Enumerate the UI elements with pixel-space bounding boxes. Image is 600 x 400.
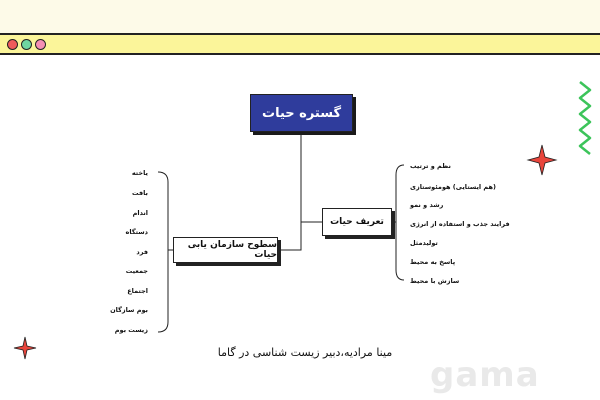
- level-item: یاخته: [131, 169, 148, 177]
- definition-item: رشد و نمو: [410, 201, 444, 209]
- levels-label: سطوح سازمان یابی حیات: [187, 240, 277, 260]
- author-caption: مینا مرادیه،دبیر زیست شناسی در گاما: [217, 346, 393, 359]
- definition-item: سازش با محیط: [410, 277, 460, 285]
- level-item: اندام: [132, 209, 148, 217]
- watermark-logo: gama: [430, 355, 540, 395]
- definition-item: فرایند جذب و استفاده از انرژی: [410, 220, 510, 228]
- level-item: اجتماع: [127, 287, 148, 295]
- connector-root-levels: [278, 222, 301, 250]
- bracket-right: [396, 165, 404, 280]
- sparkle-icon: [528, 145, 556, 175]
- definition-item: (هم ایستایی) هومئوستازی: [410, 183, 496, 191]
- levels-node: [173, 237, 278, 263]
- connector-root: [301, 132, 322, 222]
- bracket-left: [158, 172, 168, 332]
- level-item: دستگاه: [125, 228, 148, 236]
- definition-item: پاسخ به محیط: [410, 258, 456, 266]
- root-label: گستره حیات: [262, 105, 342, 121]
- definition-node: [322, 208, 392, 236]
- level-item: بوم سازگان: [110, 306, 148, 314]
- definition-item: تولیدمثل: [410, 239, 438, 247]
- root-node: [250, 94, 353, 132]
- definition-label: تعریف حیات: [330, 217, 384, 227]
- zigzag-decoration: [580, 82, 590, 154]
- level-item: زیست بوم: [114, 326, 148, 334]
- level-item: بافت: [131, 189, 148, 197]
- level-item: جمعیت: [125, 267, 148, 275]
- level-item: فرد: [136, 248, 148, 256]
- sparkle-icon: [14, 337, 36, 359]
- definition-item: نظم و ترتیب: [410, 162, 451, 170]
